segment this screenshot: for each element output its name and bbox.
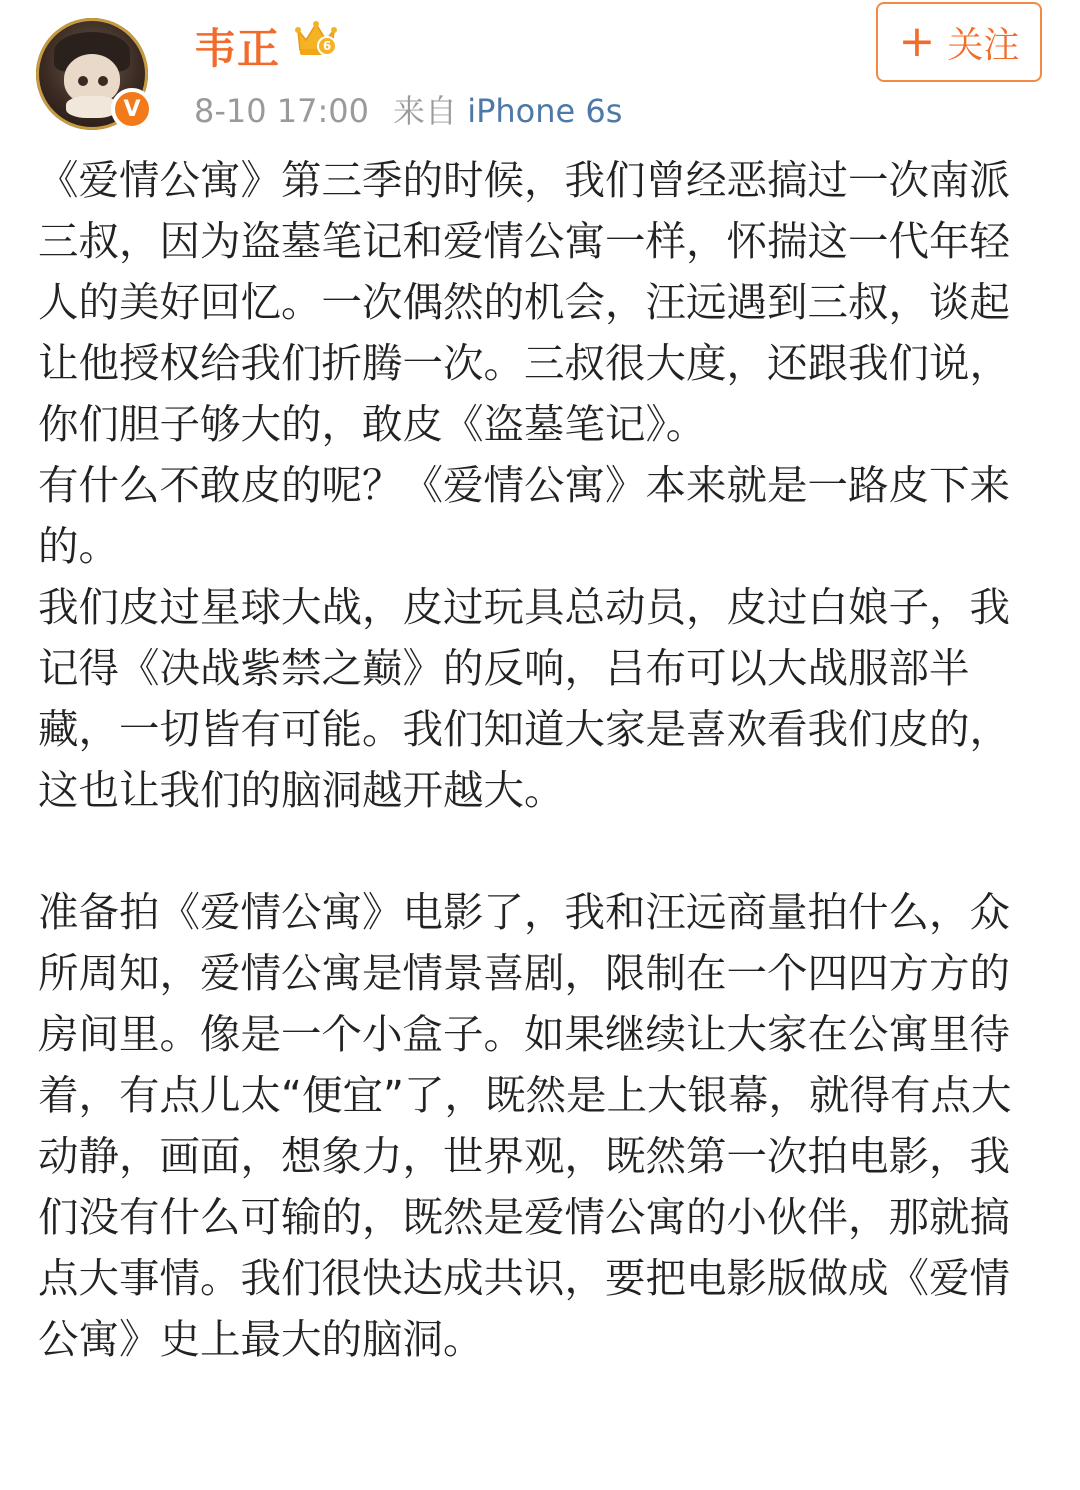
- post-body: [38, 150, 1038, 1370]
- follow-button[interactable]: [876, 2, 1042, 82]
- level-badge-text: 6: [322, 39, 332, 53]
- verified-badge-icon: V: [111, 88, 153, 130]
- post-meta: [194, 86, 622, 132]
- post-paragraph: 《爱情公寓》第三季的时候，我们曾经恶搞过一次南派三叔，因为盗墓笔记和爱情公寓一样，怀揣这一代年轻人的美好回忆。一次偶然的机会，汪远遇到三叔，谈起让他授权给我们折腾一次。三叔很大度，还跟我们说，你们胆子够大的，敢皮《盗墓笔记》。: [38, 156, 1010, 448]
- plus-icon: +: [898, 16, 936, 67]
- author-name[interactable]: 韦正: [194, 24, 281, 73]
- post-paragraph: 我们皮过星球大战，皮过玩具总动员，皮过白娘子，我记得《决战紫禁之巅》的反响，吕布可以大战服部半藏，一切皆有可能。我们知道大家是喜欢看我们皮的，这也让我们的脑洞越开越大。: [38, 583, 1010, 814]
- avatar-eye: [78, 76, 88, 86]
- follow-label: 关注: [947, 24, 1020, 66]
- post-paragraph: 有什么不敢皮的呢？《爱情公寓》本来就是一路皮下来的。: [38, 461, 1010, 570]
- source-label: 来自: [393, 92, 458, 130]
- crown-icon: [294, 18, 338, 58]
- post-header: [0, 0, 1080, 140]
- post-time: 8-10 17:00: [194, 92, 370, 130]
- post-paragraph: 准备拍《爱情公寓》电影了，我和汪远商量拍什么，众所周知，爱情公寓是情景喜剧，限制在一个四四方方的房间里。像是一个小盒子。如果继续让大家在公寓里待着，有点儿太“便宜”了，既然是上大银幕，就得有点大动静，画面，想象力，世界观，既然第一次拍电影，我们没有什么可输的，既然是爱情公寓的小伙伴，那就搞点大事情。我们很快达成共识，要把电影版做成《爱情公寓》史上最大的脑洞。: [38, 888, 1012, 1363]
- device-link[interactable]: iPhone 6s: [467, 92, 623, 130]
- avatar-eye: [98, 76, 108, 86]
